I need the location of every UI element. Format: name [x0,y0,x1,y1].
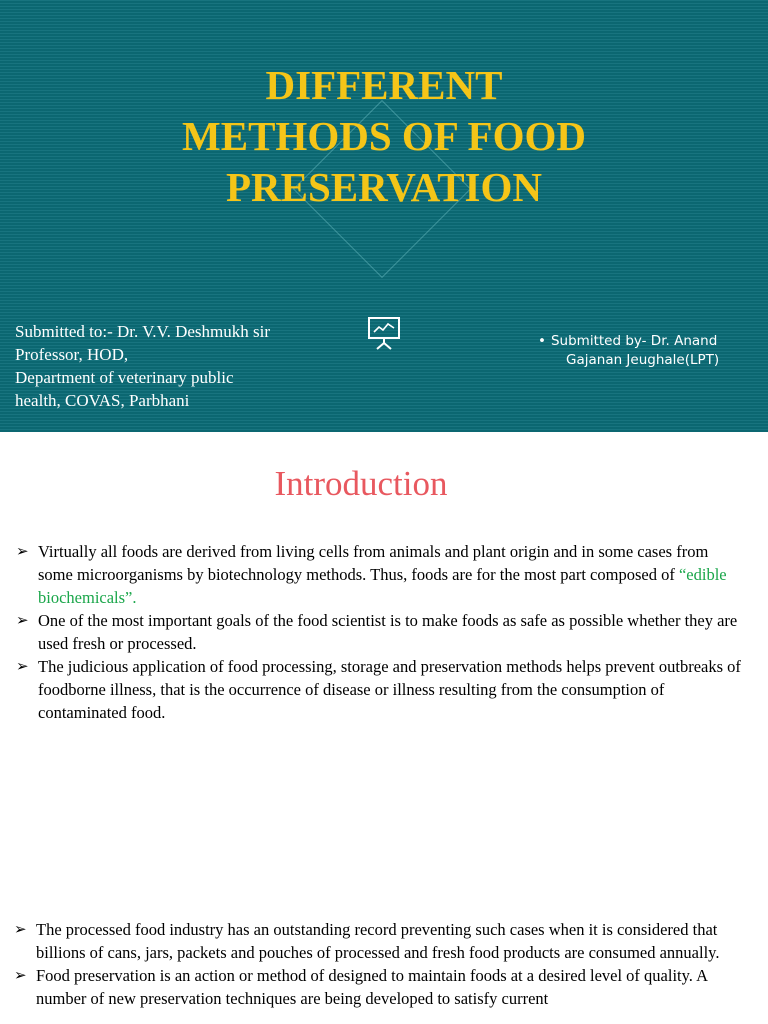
arrow-bullet-icon: ➢ [14,920,27,938]
bullet-text: The judicious application of food processing, storage and preservation methods helps prevent outbreaks of foodborne illness, that is the occurrence of disease or illness resulting from the consumption of contaminated food. [38,657,741,722]
title-line: DIFFERENT [265,62,503,108]
list-item [16,655,746,724]
intro-heading: Introduction [274,464,448,503]
list-item [14,964,758,1010]
submitted-to-line: Submitted to:- Dr. V.V. Deshmukh sir [15,322,271,341]
submitted-by-line: Submitted by- Dr. Anand [550,333,718,349]
arrow-bullet-icon: ➢ [16,611,29,629]
intro-bullet-list [16,540,746,724]
slide-title [0,60,768,213]
title-line: PRESERVATION [225,164,542,210]
title-line: METHODS OF FOOD [182,113,586,159]
submitted-by-line: Gajanan Jeughale(LPT) [566,352,720,368]
title-slide [0,0,768,432]
presentation-board-icon [367,316,401,350]
arrow-bullet-icon: ➢ [16,542,29,560]
submitted-by-block [538,332,719,370]
submitted-to-line: health, COVAS, Parbhani [15,391,190,410]
bullet-text: Virtually all foods are derived from living cells from animals and plant origin and in some cases from some microorganisms by biotechnology methods. Thus, foods are for the most part composed of [38,542,709,584]
bullet-dot-icon: • [538,333,546,349]
submitted-to-line: Department of veterinary public [15,368,234,387]
list-item [16,609,746,655]
highlighted-term: “edible biochemicals”. [38,565,727,607]
arrow-bullet-icon: ➢ [16,657,29,675]
bullet-text: The processed food industry has an outstanding record preventing such cases when it is considered that billions of cans, jars, packets and pouches of processed and fresh food products are consumed annually. [36,920,720,962]
submitted-to-block [15,320,270,412]
list-item [14,918,758,964]
list-item [16,540,746,609]
next-slide-bullet-list [14,918,758,1010]
arrow-bullet-icon: ➢ [14,966,27,984]
submitted-to-line: Professor, HOD, [15,345,129,364]
bullet-text: Food preservation is an action or method of designed to maintain foods at a desired level of quality. A number of new preservation techniques are being developed to satisfy current [36,966,708,1008]
bullet-text: One of the most important goals of the food scientist is to make foods as safe as possible whether they are used fresh or processed. [38,611,738,653]
